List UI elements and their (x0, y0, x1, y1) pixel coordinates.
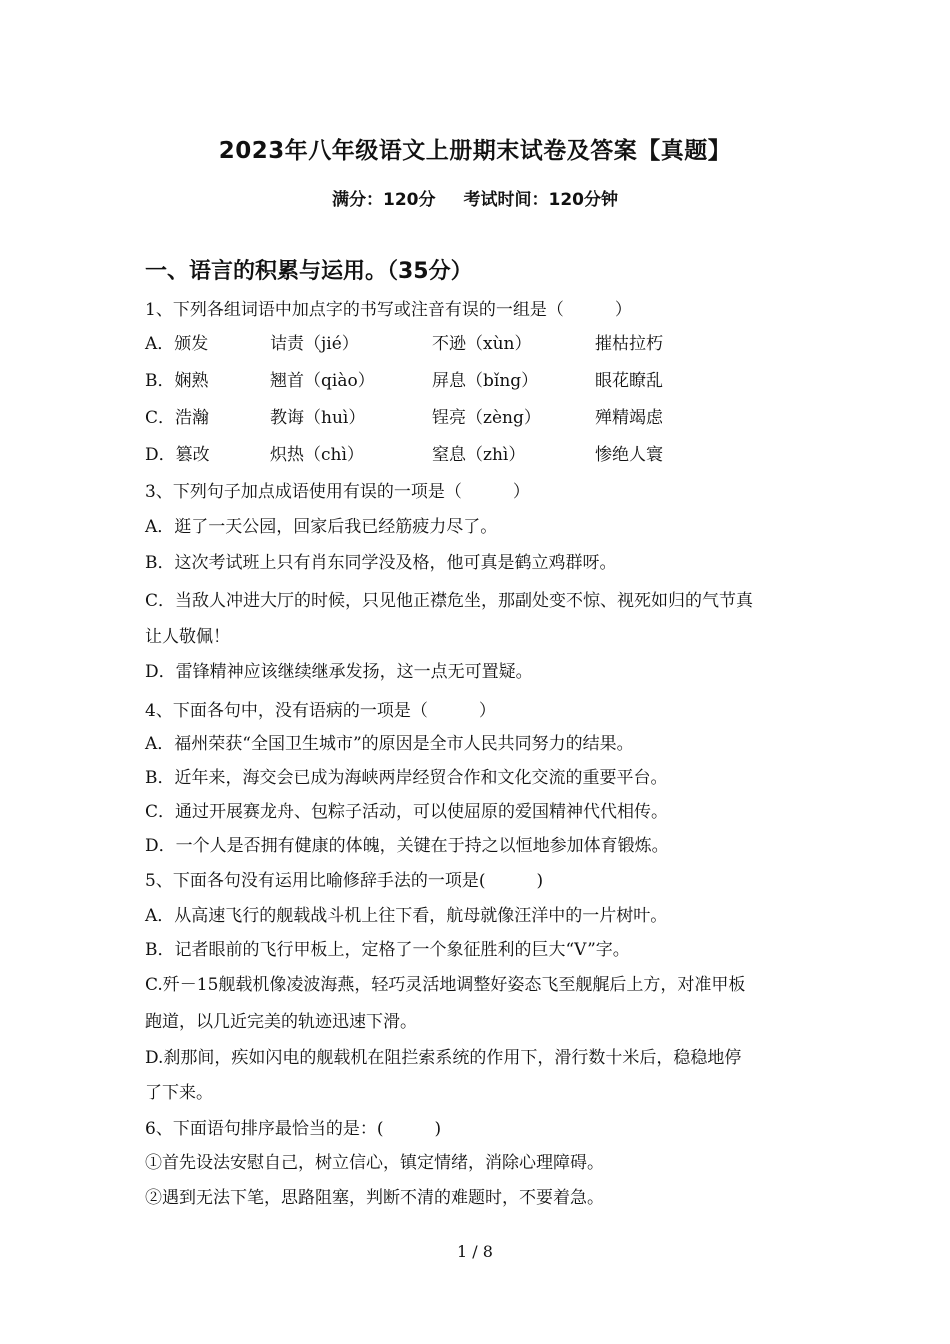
question-5-option-c-cont: 跑道，以几近完美的轨迹迅速下滑。 (145, 1012, 417, 1032)
question-5-option-d: D.刹那间，疾如闪电的舰载机在阻拦索系统的作用下，滑行数十米后，稳稳地停 (145, 1048, 742, 1068)
option-cell: A．颁发 (145, 334, 209, 354)
question-5-option-d-cont: 了下来。 (145, 1083, 213, 1103)
question-4-option-b: B．近年来，海交会已成为海峡两岸经贸合作和文化交流的重要平台。 (145, 768, 668, 788)
question-5-option-b: B．记者眼前的飞行甲板上，定格了一个象征胜利的巨大“V”字。 (145, 940, 630, 960)
option-cell: 翘首（qiào） (270, 371, 375, 391)
question-4-option-a: A．福州荣获“全国卫生城市”的原因是全市人民共同努力的结果。 (145, 734, 634, 754)
question-3-option-b: B．这次考试班上只有肖东同学没及格，他可真是鹤立鸡群呀。 (145, 553, 617, 573)
option-cell: 屏息（bǐng） (432, 371, 539, 391)
question-3-option-d: D．雷锋精神应该继续继承发扬，这一点无可置疑。 (145, 662, 533, 682)
question-5-stem: 5、下面各句没有运用比喻修辞手法的一项是( ) (145, 871, 544, 891)
question-1-option-b (145, 366, 845, 392)
question-1-option-c (145, 403, 845, 429)
page-number: 1 / 8 (457, 1242, 493, 1261)
option-cell: 炽热（chì） (270, 445, 364, 465)
question-1-stem: 1、下列各组词语中加点字的书写或注音有误的一组是（ ） (145, 300, 632, 320)
option-cell: B．娴熟 (145, 371, 209, 391)
option-cell: 摧枯拉朽 (595, 334, 663, 354)
option-cell: 眼花瞭乱 (595, 371, 663, 391)
section-heading: 一、语言的积累与运用。（35分） (145, 259, 473, 284)
question-6-sentence-2: ②遇到无法下笔，思路阻塞，判断不清的难题时，不要着急。 (145, 1188, 604, 1208)
question-6-sentence-1: ①首先设法安慰自己，树立信心，镇定情绪，消除心理障碍。 (145, 1153, 604, 1173)
option-cell: C．浩瀚 (145, 408, 210, 428)
option-cell: 不逊（xùn） (432, 334, 532, 354)
question-3-stem: 3、下列句子加点成语使用有误的一项是（ ） (145, 482, 530, 502)
option-cell: D．篡改 (145, 445, 210, 465)
question-3-option-c-cont: 让人敬佩！ (145, 627, 230, 647)
question-3-option-a: A．逛了一天公园，回家后我已经筋疲力尽了。 (145, 517, 498, 537)
option-cell: 惨绝人寰 (595, 445, 663, 465)
exam-time: 考试时间：120分钟 (463, 190, 618, 210)
question-5-option-c: C.歼－15舰载机像凌波海燕，轻巧灵活地调整好姿态飞至舰艉后上方，对准甲板 (145, 975, 746, 995)
question-4-option-c: C．通过开展赛龙舟、包粽子活动，可以使屈原的爱国精神代代相传。 (145, 802, 669, 822)
question-5-option-a: A．从高速飞行的舰载战斗机上往下看，航母就像汪洋中的一片树叶。 (145, 906, 668, 926)
page-title: 2023年八年级语文上册期末试卷及答案【真题】 (218, 138, 732, 164)
question-1-option-a (145, 329, 845, 355)
full-score: 满分：120分 (332, 190, 436, 210)
option-cell: 锃亮（zèng） (432, 408, 541, 428)
option-cell: 殚精竭虑 (595, 408, 663, 428)
question-4-stem: 4、下面各句中，没有语病的一项是（ ） (145, 701, 496, 721)
option-cell: 窒息（zhì） (432, 445, 526, 465)
option-cell: 诘责（jié） (270, 334, 359, 354)
question-3-option-c: C．当敌人冲进大厅的时候，只见他正襟危坐，那副处变不惊、视死如归的气节真 (145, 591, 754, 611)
question-6-stem: 6、下面语句排序最恰当的是：( ) (145, 1119, 442, 1139)
question-4-option-d: D．一个人是否拥有健康的体魄，关键在于持之以恒地参加体育锻炼。 (145, 836, 669, 856)
question-1-option-d (145, 440, 845, 466)
option-cell: 教诲（huì） (270, 408, 366, 428)
exam-info (0, 185, 950, 210)
